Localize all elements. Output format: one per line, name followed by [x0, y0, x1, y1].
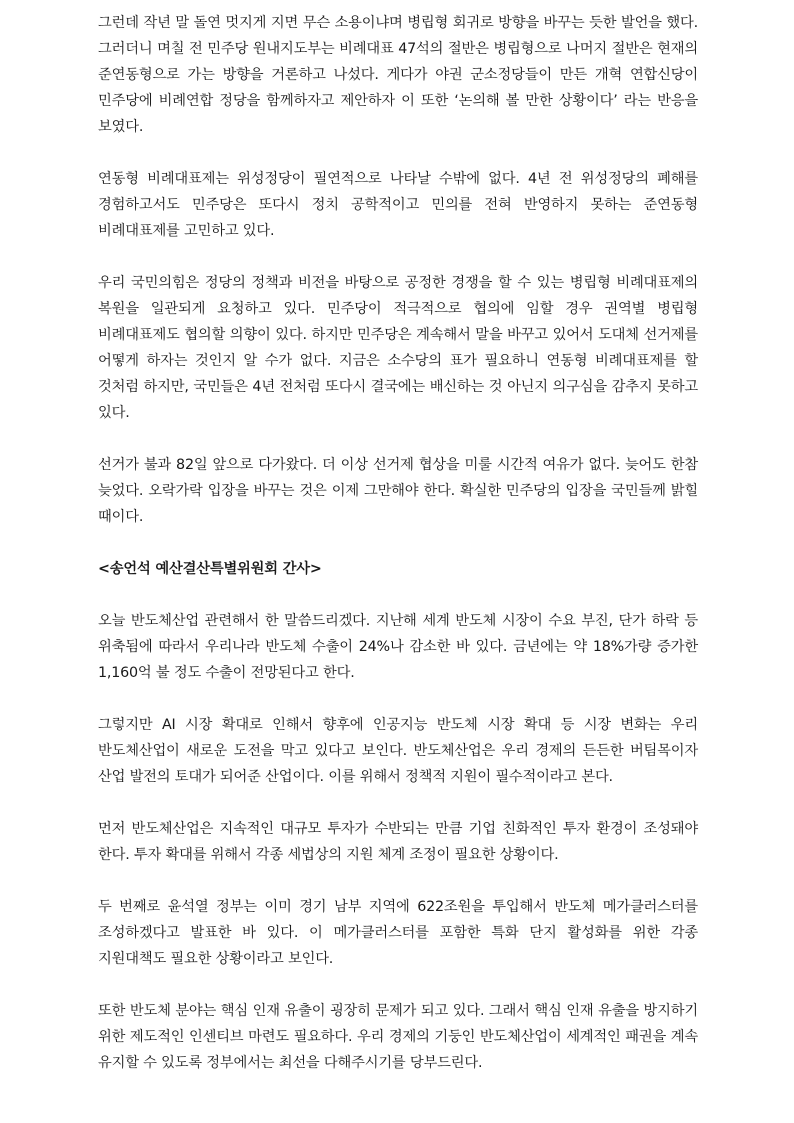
speaker-heading: <송언석 예산결산특별위원회 간사>	[98, 561, 322, 577]
paragraph-ai-market: 그렇지만 AI 시장 확대로 인해서 향후에 인공지능 반도체 시장 확대 등 시장 변화는 우리 반도체산업이 새로운 도전을 막고 있다고 보인다. 반도체산업은 우리 경제의 든든한 버팀목이자 산업 발전의 토대가 되어준 산업이다. 이를 위해서 정책적 지원이 필수적이라고 본다.	[98, 717, 698, 785]
document-page	[98, 10, 698, 1102]
paragraph-electoral-reversal: 그런데 작년 말 돌연 멋지게 지면 무슨 소용이냐며 병립형 회귀로 방향을 바꾸는 듯한 발언을 했다. 그러더니 며칠 전 민주당 원내지도부는 비례대표 47석의 절반은 병립형으로 나머지 절반은 현재의 준연동형으로 가는 방향을 거론하고 나섰다. 게다가 야권 군소정당들이 만든 개혁 연합신당이 민주당에 비례연합 정당을 함께하자고 제안하자 이 또한 ‘논의해 볼 만한 상황이다’ 라는 반응을 보였다.	[98, 15, 698, 135]
paragraph-mega-cluster: 두 번째로 윤석열 정부는 이미 경기 남부 지역에 622조원을 투입해서 반도체 메가클러스터를 조성하겠다고 발표한 바 있다. 이 메가클러스터를 포함한 특화 단지 활성화를 위한 각종 지원대책도 필요한 상황이라고 보인다.	[98, 899, 698, 967]
paragraph-satellite-parties: 연동형 비례대표제는 위성정당이 필연적으로 나타날 수밖에 없다. 4년 전 위성정당의 폐해를 경험하고서도 민주당은 또다시 정치 공학적이고 민의를 전혀 반영하지 못하는 준연동형 비례대표제를 고민하고 있다.	[98, 171, 698, 239]
paragraph-ppp-position: 우리 국민의힘은 정당의 정책과 비전을 바탕으로 공정한 경쟁을 할 수 있는 병립형 비례대표제의 복원을 일관되게 요청하고 있다. 민주당이 적극적으로 협의에 임할 경우 권역별 병립형 비례대표제도 협의할 의향이 있다. 하지만 민주당은 계속해서 말을 바꾸고 있어서 도대체 선거제를 어떻게 하자는 것인지 알 수가 없다. 지금은 소수당의 표가 필요하니 연동형 비례대표제를 할 것처럼 하지만, 국민들은 4년 전처럼 또다시 결국에는 배신하는 것 아닌지 의구심을 감추지 못하고 있다.	[98, 275, 698, 421]
paragraph-semiconductor-exports: 오늘 반도체산업 관련해서 한 말씀드리겠다. 지난해 세계 반도체 시장이 수요 부진, 단가 하락 등 위축됨에 따라서 우리나라 반도체 수출이 24%나 감소한 바 있다. 금년에는 약 18%가량 증가한 1,160억 불 정도 수출이 전망된다고 한다.	[98, 613, 698, 681]
paragraph-election-deadline: 선거가 불과 82일 앞으로 다가왔다. 더 이상 선거제 협상을 미룰 시간적 여유가 없다. 늦어도 한참 늦었다. 오락가락 입장을 바꾸는 것은 이제 그만해야 한다. 확실한 민주당의 입장을 국민들께 밝힐 때이다.	[98, 457, 698, 525]
paragraph-investment-environment: 먼저 반도체산업은 지속적인 대규모 투자가 수반되는 만큼 기업 친화적인 투자 환경이 조성돼야 한다. 투자 확대를 위해서 각종 세법상의 지원 체계 조정이 필요한 상황이다.	[98, 821, 698, 863]
paragraph-talent-outflow: 또한 반도체 분야는 핵심 인재 유출이 굉장히 문제가 되고 있다. 그래서 핵심 인재 유출을 방지하기 위한 제도적인 인센티브 마련도 필요하다. 우리 경제의 기둥인 반도체산업이 세계적인 패권을 계속 유지할 수 있도록 정부에서는 최선을 다해주시기를 당부드린다.	[98, 1003, 698, 1071]
